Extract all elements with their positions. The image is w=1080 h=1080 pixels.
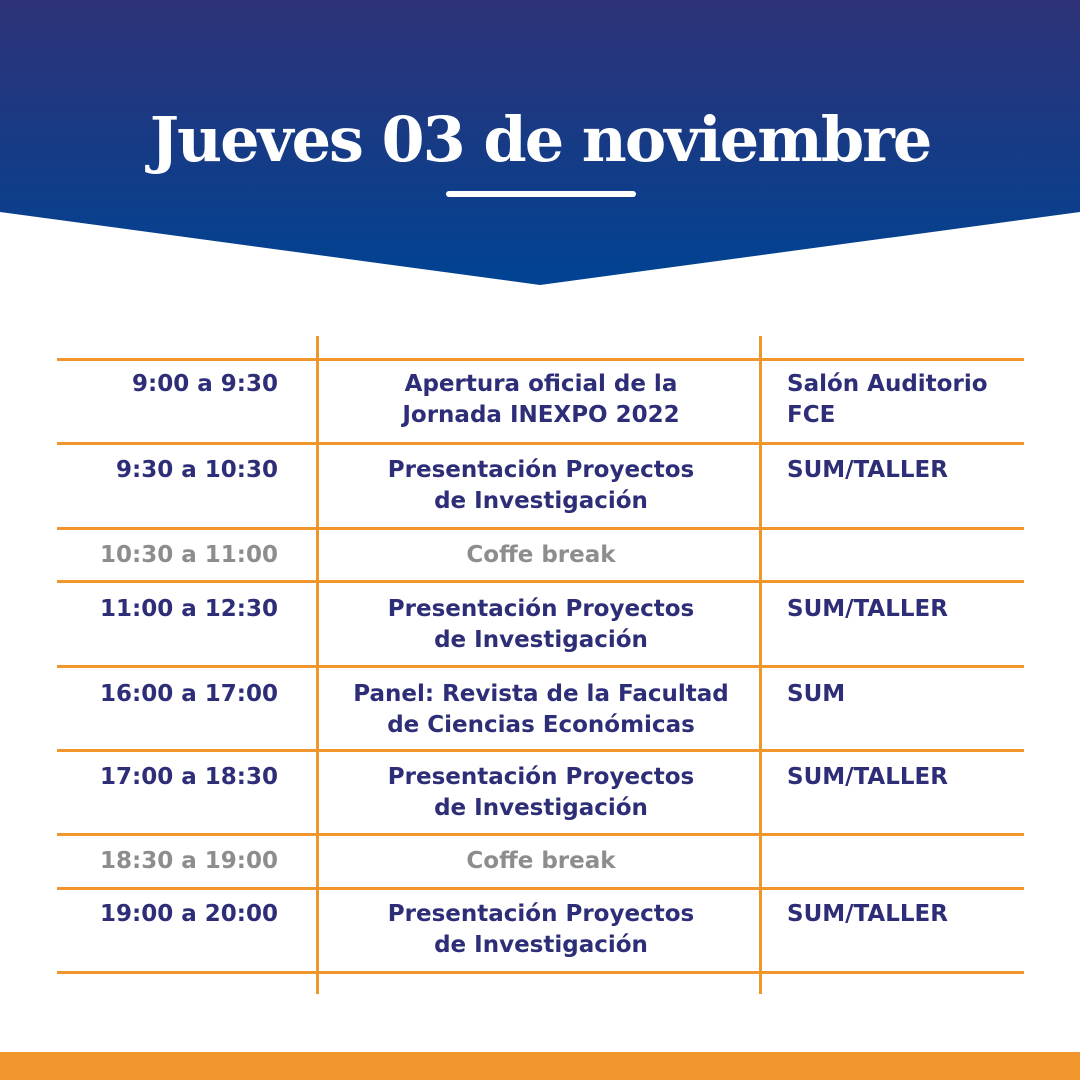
row-divider [57, 442, 1024, 445]
row-divider [57, 833, 1024, 836]
schedule-location [787, 369, 1022, 431]
schedule-activity [322, 540, 760, 571]
schedule-time: 9:30 a 10:30 [116, 457, 278, 483]
schedule-location [787, 594, 1022, 625]
row-divider [57, 527, 1024, 530]
schedule-time: 17:00 a 18:30 [100, 764, 278, 790]
activity-line: Presentación Proyectos [387, 596, 695, 622]
activity-line: Presentación Proyectos [387, 457, 695, 483]
schedule-time: 9:00 a 9:30 [132, 371, 278, 397]
schedule-activity [322, 369, 760, 431]
activity-line: Coffe break [466, 848, 616, 874]
page-title: Jueves 03 de noviembre [149, 103, 931, 176]
activity-line: de Ciencias Económicas [387, 712, 695, 738]
row-divider [57, 358, 1024, 361]
schedule-activity [322, 899, 760, 961]
footer-bar [0, 1052, 1080, 1080]
schedule-time: 10:30 a 11:00 [100, 542, 278, 568]
row-divider [57, 749, 1024, 752]
location-line: SUM [787, 681, 846, 707]
schedule-location [787, 679, 1022, 710]
location-line: FCE [787, 402, 836, 428]
location-line: SUM/TALLER [787, 596, 948, 622]
activity-line: Apertura oficial de la [404, 371, 678, 397]
row-divider [57, 887, 1024, 890]
activity-line: de Investigación [434, 795, 648, 821]
activity-line: de Investigación [434, 627, 648, 653]
location-line: Salón Auditorio [787, 371, 988, 397]
schedule-activity [322, 455, 760, 517]
schedule-activity [322, 594, 760, 656]
schedule-time: 11:00 a 12:30 [100, 596, 278, 622]
location-line: SUM/TALLER [787, 901, 948, 927]
row-divider [57, 665, 1024, 668]
schedule-time: 18:30 a 19:00 [100, 848, 278, 874]
activity-line: Coffe break [466, 542, 616, 568]
schedule-activity [322, 846, 760, 877]
activity-line: Panel: Revista de la Facultad [353, 681, 729, 707]
schedule-location [787, 762, 1022, 793]
schedule-activity [322, 679, 760, 741]
schedule-time: 16:00 a 17:00 [100, 681, 278, 707]
activity-line: Presentación Proyectos [387, 901, 695, 927]
location-line: SUM/TALLER [787, 457, 948, 483]
activity-line: de Investigación [434, 932, 648, 958]
activity-line: Presentación Proyectos [387, 764, 695, 790]
row-divider [57, 580, 1024, 583]
activity-line: de Investigación [434, 488, 648, 514]
schedule-location [787, 455, 1022, 486]
activity-line: Jornada INEXPO 2022 [402, 402, 680, 428]
schedule-activity [322, 762, 760, 824]
title-underline [446, 191, 636, 197]
row-divider [57, 971, 1024, 974]
location-line: SUM/TALLER [787, 764, 948, 790]
schedule-location [787, 899, 1022, 930]
schedule-time: 19:00 a 20:00 [100, 901, 278, 927]
